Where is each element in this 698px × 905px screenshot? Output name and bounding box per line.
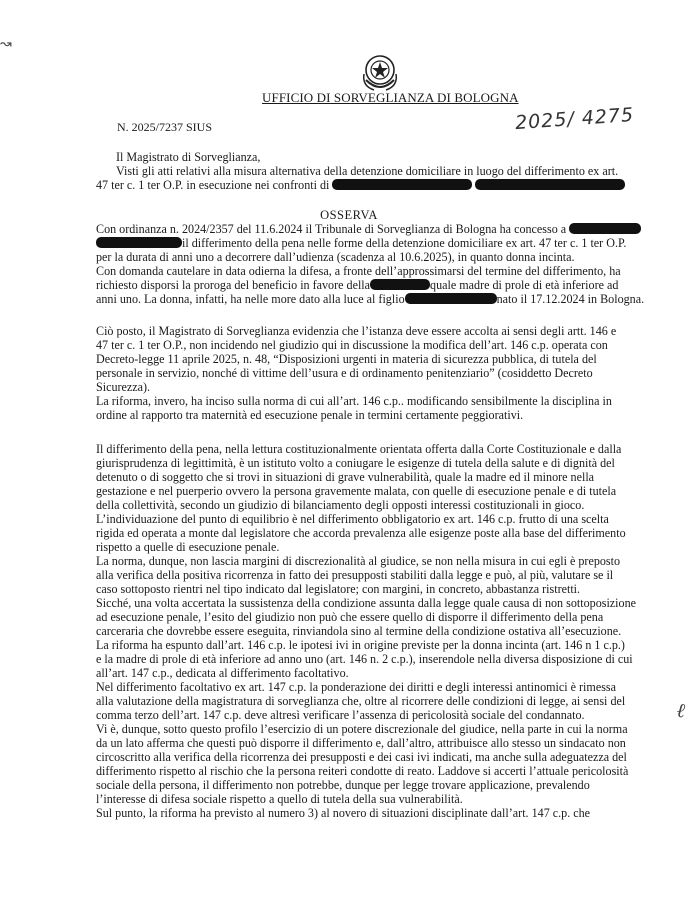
text-line: all’art. 147 c.p., dedicata al differimento facoltativo.: [96, 666, 349, 680]
redaction-bar: [370, 279, 430, 290]
text-line: per la durata di anni uno a decorrere dall’udienza (scadenza al 10.6.2025), in quanto donna incinta.: [96, 250, 575, 264]
text-line: Nel differimento facoltativo ex art. 147 c.p. la ponderazione dei diritti e degli interessi antinomici è rimessa: [96, 680, 616, 694]
text-line: detenuto o di soggetto che si trovi in situazioni di grave vulnerabilità, quale la madre ed il minore nella: [96, 470, 595, 484]
text-line-part: Con ordinanza n. 2024/2357 del 11.6.2024 il Tribunale di Sorveglianza di Bologna ha concesso a: [96, 222, 567, 236]
text-line-part: richiesto disporsi la proroga del beneficio in favore della: [96, 278, 371, 292]
office-title: UFFICIO DI SORVEGLIANZA DI BOLOGNA: [262, 90, 519, 105]
text-line: e la madre di prole di età inferiore ad anno uno (art. 146 n. 2 c.p.), inserendole nella diversa disposizione di cui: [96, 652, 633, 666]
text-line: carceraria che dovrebbe essere eseguita, rinviandola sino al termine della condizione ostativa all’esecuzione.: [96, 624, 622, 638]
text-line: Sul punto, la riforma ha previsto al numero 3) al novero di situazioni disciplinate dall’art. 147 c.p. che: [96, 806, 591, 820]
text-line-part: quale madre di prole di età inferiore ad: [430, 278, 619, 292]
text-line: La riforma, invero, ha inciso sulla norma di cui all’art. 146 c.p.. modificando sensibilmente la disciplina in: [96, 394, 612, 408]
text-line: Il differimento della pena, nella lettura costituzionalmente orientata offerta dalla Corte Costituzionale e dalla: [96, 442, 622, 456]
text-line: [96, 222, 658, 236]
paragraph-2: [96, 324, 658, 422]
text-line: Vi è, dunque, sotto questo profilo l’esercizio di un potere discrezionale del giudice, nella parte in cui la norma: [96, 722, 628, 736]
protocol-number: N. 2025/7237 SIUS: [117, 120, 213, 134]
text-line: differimento rispetto al rischio che la persona reiteri condotte di reato. Laddove si accerti l’attuale pericolosità: [96, 764, 629, 778]
section-title: OSSERVA: [320, 208, 378, 222]
text-line: ad esecuzione penale, l’esito del giudizio non può che essere quello di disporre il differimento della pena: [96, 610, 604, 624]
redaction-bar: [569, 223, 641, 234]
text-line: alla valutazione della magistratura di sorveglianza che, oltre al ricorrere delle condizioni di legge, ai sensi del: [96, 694, 626, 708]
redaction-bar: [96, 237, 182, 248]
text-line: [96, 278, 658, 292]
intro-line: Il Magistrato di Sorveglianza,: [116, 150, 261, 164]
redaction-bar: [475, 179, 625, 190]
text-line: rigida ed operata a monte dal legislatore che accorda prevalenza alle esigenze poste alla base del differimento: [96, 526, 626, 540]
text-line: [96, 236, 658, 250]
text-line: L’individuazione del punto di equilibrio è nel differimento obbligatorio ex art. 146 c.p. frutto di una scelta: [96, 512, 609, 526]
text-line: Con domanda cautelare in data odierna la difesa, a fronte dell’approssimarsi del termine del differimento, ha: [96, 264, 621, 278]
text-line: personale in servizio, nonché di vittime dell’usura e di ordinamento penitenziario” (cosiddetto Decreto: [96, 366, 593, 380]
intro-line: [96, 178, 658, 192]
text-line: Sicurezza).: [96, 380, 151, 394]
text-line-part: nato il 17.12.2024 in Bologna.: [496, 292, 645, 306]
text-line: caso sottoposto rientri nel tipo indicato dal legislatore; con margini, in concreto, abbastanza ristretti.: [96, 582, 581, 596]
text-line: Decreto-legge 11 aprile 2025, n. 48, “Disposizioni urgenti in materia di sicurezza pubblica, di tutela del: [96, 352, 597, 366]
text-line: La norma, dunque, non lascia margini di discrezionalità al giudice, se non nella misura in cui egli è preposto: [96, 554, 621, 568]
intro-block: [96, 150, 658, 192]
text-line: circoscritto alla verifica della ricorrenza dei presupposti e dei casi ivi indicati, ma anche sulla adeguatezza del: [96, 750, 627, 764]
text-line: da un lato afferma che questi può disporre il differimento e, dall’altro, attribuisce allo stesso un sindacato non: [96, 736, 626, 750]
text-line: sociale della persona, il differimento non potrebbe, dunque per legge trovare applicazione, prevalendo: [96, 778, 590, 792]
corner-mark-icon: ↝: [0, 37, 12, 52]
text-line: Sicché, una volta accertata la sussistenza della condizione assunta dalla legge quale causa di non sottoposizione: [96, 596, 636, 610]
text-line: comma terzo dell’art. 147 c.p. deve altresì verificare l’assenza di pericolosità sociale del condannato.: [96, 708, 585, 722]
text-line-part: anni uno. La donna, infatti, ha nelle more dato alla luce al figlio: [96, 292, 405, 306]
text-line: gestazione e nel puerperio ovvero la persona gravemente malata, con quelle di esecuzione penale e di tutela: [96, 484, 617, 498]
text-line: Ciò posto, il Magistrato di Sorveglianza evidenzia che l’istanza deve essere accolta ai sensi degli artt. 146 e: [96, 324, 617, 338]
text-line: ordine al rapporto tra maternità ed esecuzione penale in termini certamente peggiorativi.: [96, 408, 524, 422]
text-line: La riforma ha espunto dall’art. 146 c.p. le ipotesi ivi in origine previste per la donna incinta (art. 146 n 1 c.p.): [96, 638, 625, 652]
intro-line-text: 47 ter c. 1 ter O.P. in esecuzione nei confronti di: [96, 178, 330, 192]
handwritten-number: 2025/ 4275: [514, 103, 635, 135]
paragraph-1: [96, 222, 658, 306]
text-line: [96, 292, 658, 306]
text-line-part: il differimento della pena nelle forme della detenzione domiciliare ex art. 47 ter c. 1 ter O.P.: [182, 236, 627, 250]
intro-line: Visti gli atti relativi alla misura alternativa della detenzione domiciliare in luogo del differimento ex art.: [116, 164, 619, 178]
redaction-bar: [405, 293, 497, 304]
text-line: l’interesse di difesa sociale rispetto a quello di tutela della sua vulnerabilità.: [96, 792, 463, 806]
text-line: giurisprudenza di legittimità, è un istituto volto a coniugare le esigenze di tutela della salute e di dignità del: [96, 456, 615, 470]
text-line: alla verifica della positiva ricorrenza in fatto dei presupposti stabiliti dalla legge e può, al più, valutare se il: [96, 568, 614, 582]
text-line: 47 ter c. 1 ter O.P., non incidendo nel giudizio qui in discussione la modifica dell’art. 146 c.p. operata con: [96, 338, 608, 352]
redaction-bar: [332, 179, 472, 190]
text-line: della collettività, secondo un giudizio di bilanciamento degli opposti interessi costituzionali in gioco.: [96, 498, 585, 512]
text-line: rispetto a quelle di esecuzione penale.: [96, 540, 280, 554]
paragraph-3: [96, 442, 658, 820]
margin-signature-mark: ℓ: [673, 699, 689, 723]
